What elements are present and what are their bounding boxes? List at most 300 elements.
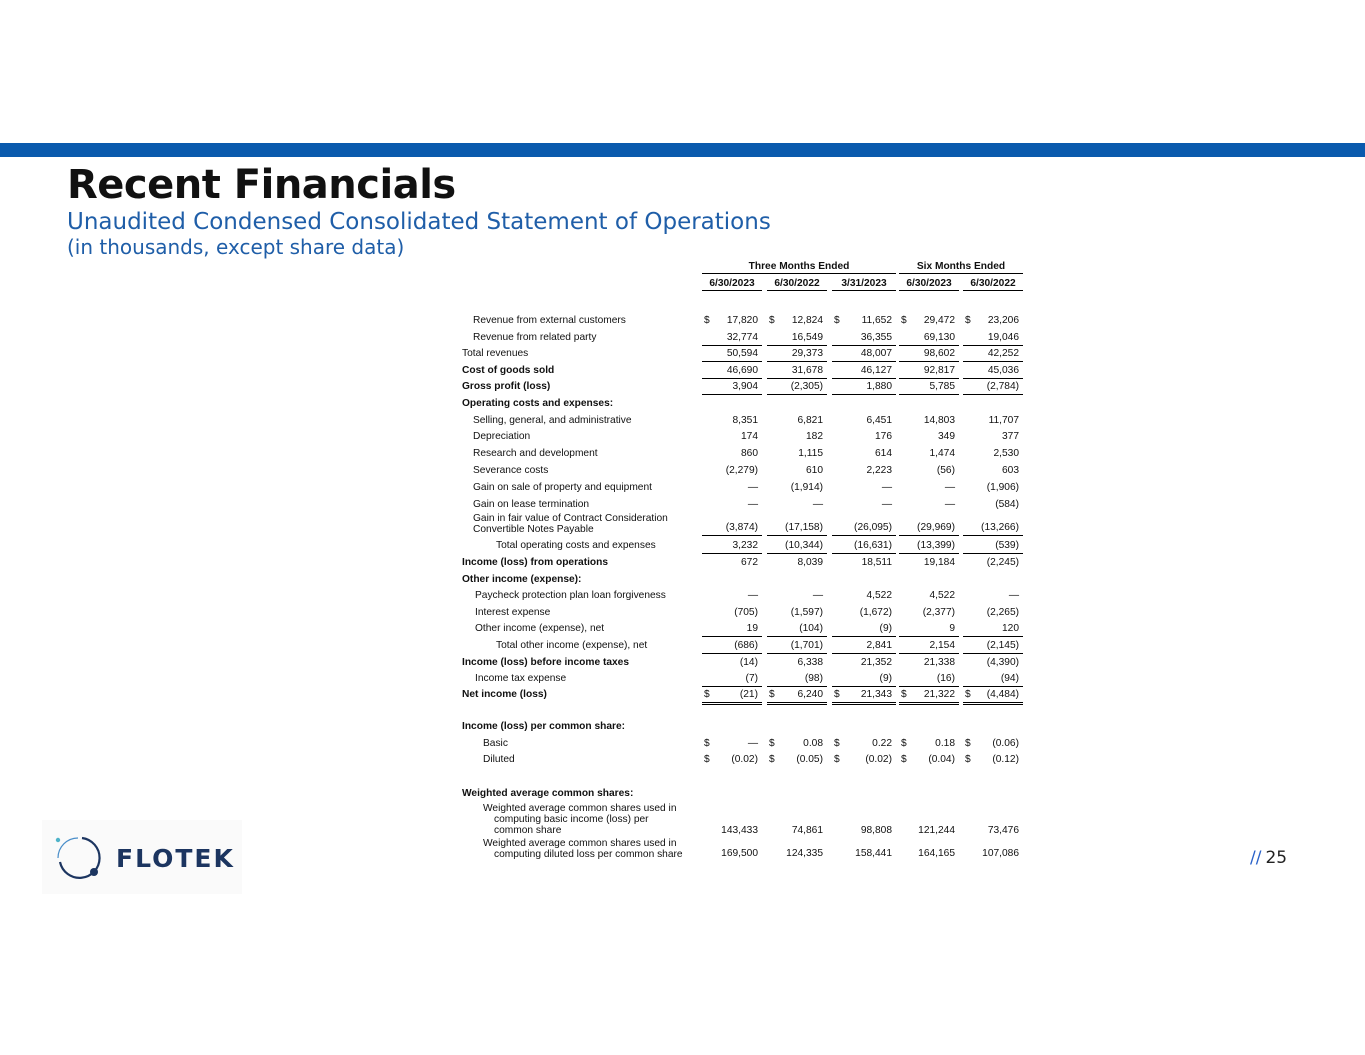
cell-value: (1,672) <box>859 607 892 618</box>
table-cell <box>963 415 1023 428</box>
table-cell <box>767 415 827 428</box>
cell-value: (1,701) <box>790 640 823 651</box>
row-label <box>473 465 548 476</box>
table-cell <box>832 825 896 838</box>
cell-value: 98,602 <box>923 348 955 359</box>
table-cell <box>832 348 896 362</box>
table-cell <box>767 657 827 670</box>
cell-value: 73,476 <box>987 825 1019 836</box>
table-cell <box>963 540 1023 554</box>
cell-value: 377 <box>1002 431 1019 442</box>
table-cell <box>702 738 762 751</box>
table-cell <box>702 431 762 444</box>
table-cell <box>963 448 1023 461</box>
table-cell <box>702 332 762 346</box>
table-cell <box>832 365 896 379</box>
cell-value: 29,472 <box>923 315 955 326</box>
row-label-line: Revenue from external customers <box>473 315 626 326</box>
cell-value: — <box>812 499 823 510</box>
row-label <box>483 803 676 836</box>
table-cell <box>832 465 896 478</box>
currency-symbol: $ <box>704 754 710 765</box>
cell-value: (10,344) <box>785 540 823 551</box>
currency-symbol: $ <box>769 315 775 326</box>
table-cell <box>899 689 959 705</box>
table-cell <box>899 332 959 346</box>
currency-symbol: $ <box>769 689 775 700</box>
table-cell <box>899 482 959 495</box>
table-cell <box>832 522 896 536</box>
table-cell <box>899 754 959 767</box>
cell-value: 8,351 <box>732 415 758 426</box>
table-cell <box>963 482 1023 495</box>
table-cell <box>767 848 827 861</box>
row-label <box>483 754 515 765</box>
row-label <box>475 607 550 618</box>
row-label <box>462 657 629 668</box>
cell-value: 1,115 <box>798 448 823 459</box>
table-cell <box>832 540 896 554</box>
table-cell <box>702 689 762 705</box>
cell-value: 48,007 <box>860 348 892 359</box>
row-label <box>496 540 656 551</box>
row-label <box>462 574 581 585</box>
table-cell <box>963 315 1023 328</box>
cell-value: — <box>944 499 955 510</box>
table-cell <box>702 607 762 620</box>
cell-value: 1,880 <box>866 381 892 392</box>
table-cell <box>702 848 762 861</box>
cell-value: 23,206 <box>987 315 1019 326</box>
cell-value: (1,597) <box>790 607 823 618</box>
table-cell <box>767 431 827 444</box>
cell-value: (686) <box>734 640 758 651</box>
cell-value: 0.22 <box>872 738 892 749</box>
row-label-line: Weighted average common shares: <box>462 788 634 799</box>
cell-value: (2,377) <box>922 607 955 618</box>
row-label <box>473 448 598 459</box>
row-label-line: Other income (expense), net <box>475 623 605 634</box>
table-cell <box>832 754 896 767</box>
table-cell <box>963 607 1023 620</box>
page-number <box>1250 848 1287 868</box>
table-cell <box>767 590 827 603</box>
table-cell <box>832 557 896 570</box>
row-label-line: Gross profit (loss) <box>462 381 551 392</box>
row-label-line: Revenue from related party <box>473 332 597 343</box>
table-cell <box>832 689 896 705</box>
cell-value: 4,522 <box>866 590 892 601</box>
cell-value: 4,522 <box>929 590 955 601</box>
table-cell <box>767 673 827 687</box>
table-row <box>458 497 1028 513</box>
row-label-line: Income (loss) before income taxes <box>462 657 630 668</box>
cell-value: (21) <box>739 689 758 700</box>
cell-value: 349 <box>938 431 955 442</box>
row-label <box>462 788 633 799</box>
cell-value: (1,906) <box>986 482 1019 493</box>
table-cell <box>767 689 827 705</box>
table-cell <box>963 381 1023 395</box>
table-cell <box>899 623 959 637</box>
currency-symbol: $ <box>834 315 840 326</box>
cell-value: 6,451 <box>866 415 892 426</box>
table-cell <box>899 348 959 362</box>
table-cell <box>899 431 959 444</box>
table-row <box>458 588 1028 604</box>
table-cell <box>899 557 959 570</box>
table-cell <box>963 689 1023 705</box>
table-cell <box>767 381 827 395</box>
currency-symbol: $ <box>769 738 775 749</box>
table-row <box>458 605 1028 621</box>
cell-value: 21,343 <box>860 689 892 700</box>
currency-symbol: $ <box>901 754 907 765</box>
cell-value: (13,399) <box>917 540 955 551</box>
table-cell <box>702 657 762 670</box>
row-label-line: Cost of goods sold <box>462 365 555 376</box>
currency-symbol: $ <box>704 315 710 326</box>
cell-value: 21,322 <box>923 689 955 700</box>
table-row <box>458 379 1028 395</box>
cell-value: 672 <box>741 557 758 568</box>
currency-symbol: $ <box>901 738 907 749</box>
row-label <box>473 431 530 442</box>
table-cell <box>963 332 1023 346</box>
table-cell <box>963 848 1023 861</box>
cell-value: 1,474 <box>929 448 955 459</box>
row-label-line: Income (loss) per common share: <box>462 721 626 732</box>
table-cell <box>832 415 896 428</box>
table-row <box>458 413 1028 429</box>
table-row <box>458 771 1028 787</box>
page-separator: // <box>1250 848 1262 868</box>
table-cell <box>963 673 1023 687</box>
cell-value: 121,244 <box>918 825 955 836</box>
currency-symbol: $ <box>965 315 971 326</box>
table-row <box>458 752 1028 768</box>
table-cell <box>963 431 1023 444</box>
row-label <box>473 315 626 326</box>
row-label-line: Severance costs <box>473 465 549 476</box>
table-cell <box>963 365 1023 379</box>
table-cell <box>899 607 959 620</box>
cell-value: — <box>881 482 892 493</box>
cell-value: 6,240 <box>797 689 823 700</box>
cell-value: (705) <box>734 607 758 618</box>
col-header: 6/30/2022 <box>767 278 827 291</box>
table-cell <box>963 754 1023 767</box>
table-cell <box>963 557 1023 570</box>
cell-value: 36,355 <box>860 332 892 343</box>
cell-value: (9) <box>879 673 892 684</box>
table-row <box>458 803 1028 839</box>
cell-value: 182 <box>806 431 823 442</box>
table-cell <box>702 465 762 478</box>
cell-value: (0.06) <box>992 738 1019 749</box>
cell-value: 17,820 <box>726 315 758 326</box>
row-label-line: Other income (expense): <box>462 574 582 585</box>
row-label <box>473 499 589 510</box>
cell-value: 2,223 <box>866 465 892 476</box>
cell-value: (2,145) <box>986 640 1019 651</box>
cell-value: (16,631) <box>854 540 892 551</box>
table-cell <box>767 540 827 554</box>
currency-symbol: $ <box>965 738 971 749</box>
cell-value: 164,165 <box>918 848 955 859</box>
cell-value: 143,433 <box>721 825 758 836</box>
table-row <box>458 513 1028 536</box>
currency-symbol: $ <box>834 754 840 765</box>
table-row <box>458 313 1028 329</box>
table-cell <box>767 465 827 478</box>
table-cell <box>963 522 1023 536</box>
row-label-line: Basic <box>483 738 508 749</box>
table-cell <box>832 848 896 861</box>
col-header: 3/31/2023 <box>832 278 896 291</box>
table-cell <box>899 381 959 395</box>
table-cell <box>702 754 762 767</box>
table-cell <box>702 557 762 570</box>
cell-value: 11,652 <box>861 315 892 326</box>
table-cell <box>832 607 896 620</box>
cell-value: 69,130 <box>923 332 955 343</box>
header-accent-bar <box>0 143 1365 157</box>
row-label <box>496 640 647 651</box>
table-row <box>458 671 1028 687</box>
column-group-headers <box>458 258 1028 276</box>
row-label <box>483 838 683 860</box>
table-cell <box>899 465 959 478</box>
table-row <box>458 538 1028 554</box>
cell-value: (29,969) <box>917 522 955 533</box>
cell-value: (1,914) <box>790 482 823 493</box>
cell-value: (26,095) <box>854 522 892 533</box>
table-cell <box>963 465 1023 478</box>
cell-value: 14,803 <box>923 415 955 426</box>
cell-value: (94) <box>1000 673 1019 684</box>
table-row <box>458 480 1028 496</box>
cell-value: — <box>881 499 892 510</box>
row-label-line: Depreciation <box>473 431 531 442</box>
cell-value: — <box>812 590 823 601</box>
table-row <box>458 838 1028 862</box>
table-row <box>458 446 1028 462</box>
cell-value: (16) <box>936 673 955 684</box>
cell-value: 31,678 <box>791 365 823 376</box>
row-label-line: Research and development <box>473 448 598 459</box>
currency-symbol: $ <box>769 754 775 765</box>
cell-value: 3,232 <box>732 540 758 551</box>
table-row <box>458 736 1028 752</box>
cell-value: (0.02) <box>865 754 892 765</box>
table-cell <box>702 499 762 512</box>
table-cell <box>832 448 896 461</box>
cell-value: 92,817 <box>923 365 955 376</box>
cell-value: 32,774 <box>726 332 758 343</box>
cell-value: 5,785 <box>929 381 955 392</box>
table-cell <box>702 825 762 838</box>
currency-symbol: $ <box>901 689 907 700</box>
cell-value: (0.12) <box>992 754 1019 765</box>
group-three-months: Three Months Ended <box>702 261 896 274</box>
table-cell <box>963 348 1023 362</box>
table-cell <box>767 522 827 536</box>
table-cell <box>832 431 896 444</box>
cell-value: 19,184 <box>923 557 955 568</box>
table-cell <box>767 332 827 346</box>
cell-value: 46,690 <box>726 365 758 376</box>
row-label-line: computing basic income (loss) per <box>494 814 649 825</box>
currency-symbol: $ <box>901 315 907 326</box>
table-cell <box>899 657 959 670</box>
table-cell <box>767 754 827 767</box>
table-cell <box>899 673 959 687</box>
row-label <box>473 513 668 535</box>
row-label-line: Gain on sale of property and equipment <box>473 482 652 493</box>
cell-value: (17,158) <box>785 522 823 533</box>
cell-value: 169,500 <box>721 848 758 859</box>
row-label <box>473 332 596 343</box>
table-cell <box>963 623 1023 637</box>
table-cell <box>767 499 827 512</box>
table-cell <box>767 607 827 620</box>
row-label <box>462 689 547 700</box>
currency-symbol: $ <box>704 689 710 700</box>
cell-value: (56) <box>936 465 955 476</box>
table-cell <box>832 332 896 346</box>
table-cell <box>702 623 762 637</box>
cell-value: (13,266) <box>981 522 1019 533</box>
cell-value: 8,039 <box>797 557 823 568</box>
table-row <box>458 638 1028 654</box>
table-cell <box>963 657 1023 670</box>
row-label-line: computing diluted loss per common share <box>494 849 683 860</box>
row-label <box>462 398 613 409</box>
cell-value: 11,707 <box>988 415 1019 426</box>
cell-value: 21,352 <box>860 657 892 668</box>
cell-value: — <box>747 738 758 749</box>
column-headers <box>458 277 1028 293</box>
row-label-line: common share <box>494 825 562 836</box>
row-label <box>462 557 608 568</box>
row-label-line: Weighted average common shares used in <box>483 803 677 814</box>
row-label <box>475 590 666 601</box>
cell-value: 18,511 <box>861 557 892 568</box>
cell-value: (2,279) <box>725 465 758 476</box>
cell-value: (2,784) <box>986 381 1019 392</box>
table-cell <box>702 482 762 495</box>
table-cell <box>899 522 959 536</box>
table-row <box>458 572 1028 588</box>
table-cell <box>702 640 762 654</box>
page-subtitle: Unaudited Condensed Consolidated Statement of Operations <box>67 209 771 235</box>
row-label-line: Diluted <box>483 754 515 765</box>
table-cell <box>767 348 827 362</box>
row-label-line: Income (loss) from operations <box>462 557 609 568</box>
cell-value: 174 <box>741 431 758 442</box>
table-cell <box>767 365 827 379</box>
cell-value: 21,338 <box>923 657 955 668</box>
table-cell <box>767 825 827 838</box>
cell-value: (104) <box>799 623 823 634</box>
table-cell <box>702 540 762 554</box>
row-label-line: Interest expense <box>475 607 551 618</box>
row-label-line: Income tax expense <box>475 673 567 684</box>
currency-symbol: $ <box>834 738 840 749</box>
cell-value: (7) <box>745 673 758 684</box>
table-cell <box>963 590 1023 603</box>
table-cell <box>899 540 959 554</box>
table-cell <box>899 315 959 328</box>
group-six-months: Six Months Ended <box>899 261 1023 274</box>
cell-value: 42,252 <box>987 348 1019 359</box>
table-cell <box>767 640 827 654</box>
cell-value: 46,127 <box>860 365 892 376</box>
table-cell <box>702 348 762 362</box>
table-cell <box>767 315 827 328</box>
row-label-line: Total operating costs and expenses <box>496 540 656 551</box>
table-cell <box>767 448 827 461</box>
row-label-line: Total other income (expense), net <box>496 640 648 651</box>
table-row <box>458 687 1028 703</box>
table-row <box>458 719 1028 735</box>
currency-symbol: $ <box>704 738 710 749</box>
table-cell <box>767 482 827 495</box>
cell-value: 9 <box>949 623 955 634</box>
page-number-value: 25 <box>1265 848 1288 868</box>
table-cell <box>832 640 896 654</box>
company-logo <box>42 820 242 894</box>
row-label-line: Gain on lease termination <box>473 499 590 510</box>
table-row <box>458 655 1028 671</box>
cell-value: 2,841 <box>866 640 892 651</box>
cell-value: — <box>944 482 955 493</box>
cell-value: (2,305) <box>790 381 823 392</box>
cell-value: 74,861 <box>791 825 823 836</box>
row-label-line: Convertible Notes Payable <box>473 524 594 535</box>
cell-value: (0.02) <box>731 754 758 765</box>
cell-value: 2,530 <box>993 448 1019 459</box>
table-cell <box>832 673 896 687</box>
table-row <box>458 429 1028 445</box>
cell-value: (2,245) <box>986 557 1019 568</box>
cell-value: 176 <box>875 431 892 442</box>
row-label <box>462 381 550 392</box>
table-cell <box>899 499 959 512</box>
currency-symbol: $ <box>834 689 840 700</box>
table-cell <box>702 673 762 687</box>
table-row <box>458 346 1028 362</box>
logo-wordmark: FLOTEK <box>116 844 235 873</box>
row-label-line: Net income (loss) <box>462 689 547 700</box>
flotek-logo-icon <box>52 832 104 884</box>
cell-value: 16,549 <box>791 332 823 343</box>
table-cell <box>963 738 1023 751</box>
cell-value: 614 <box>875 448 892 459</box>
currency-symbol: $ <box>965 754 971 765</box>
table-cell <box>702 590 762 603</box>
cell-value: 0.18 <box>935 738 955 749</box>
table-cell <box>963 499 1023 512</box>
table-cell <box>832 315 896 328</box>
cell-value: 158,441 <box>855 848 892 859</box>
row-label-line: Total revenues <box>462 348 529 359</box>
cell-value: 12,824 <box>791 315 823 326</box>
cell-value: 50,594 <box>726 348 758 359</box>
table-cell <box>899 825 959 838</box>
cell-value: 98,808 <box>860 825 892 836</box>
